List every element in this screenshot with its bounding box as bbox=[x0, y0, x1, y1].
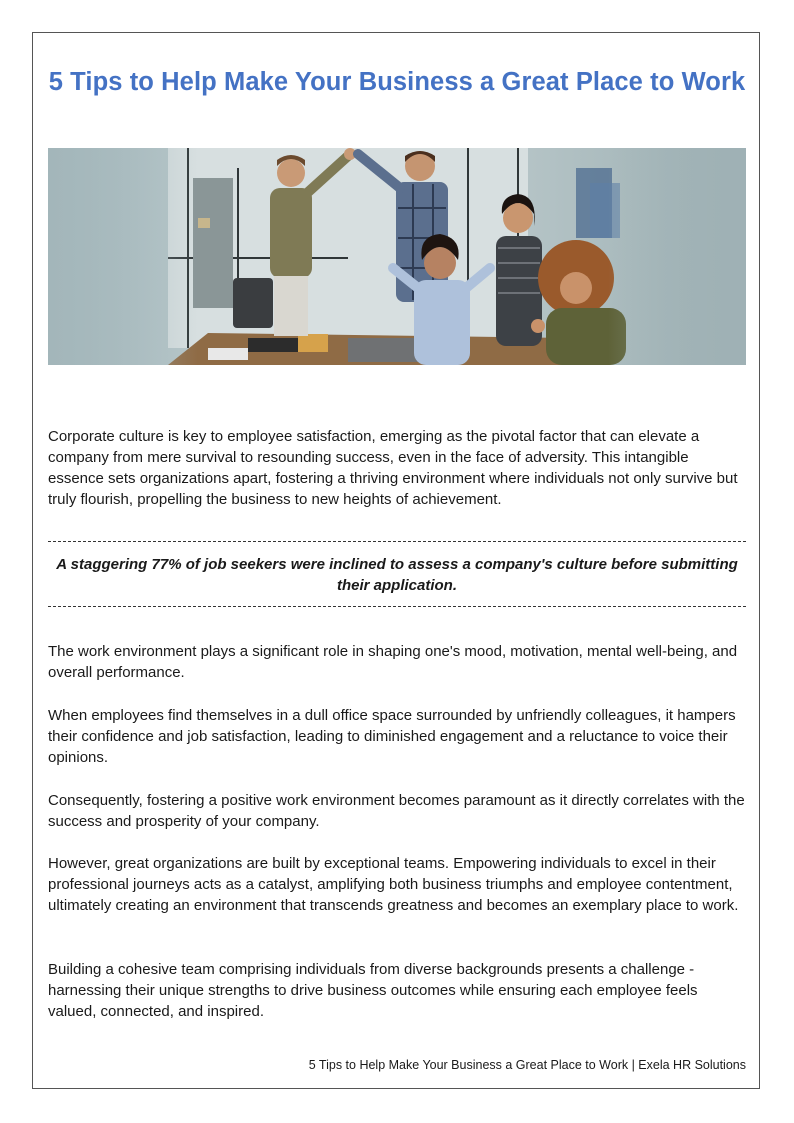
body-paragraph: The work environment plays a significant role in shaping one's mood, motivation, mental well-being, and overall performance. bbox=[48, 643, 738, 681]
body-paragraph: Consequently, fostering a positive work environment becomes paramount as it directly correlates with the success and prosperity of your company. bbox=[48, 792, 745, 830]
page-title: 5 Tips to Help Make Your Business a Great Place to Work bbox=[48, 68, 746, 96]
body-paragraph: Building a cohesive team comprising individuals from diverse backgrounds presents a challenge - harnessing their unique strengths to drive business outcomes while ensuring each employee feels valued, connected, and inspired. bbox=[48, 961, 698, 1020]
hero-image bbox=[48, 148, 746, 365]
page-footer: 5 Tips to Help Make Your Business a Great Place to Work | Exela HR Solutions bbox=[308, 1058, 746, 1072]
body-paragraph: When employees find themselves in a dull office space surrounded by unfriendly colleagues, it hampers their confidence and job satisfaction, leading to diminished engagement and a reluctance to voice their opinions. bbox=[48, 707, 736, 766]
office-team-celebration-illustration bbox=[48, 148, 746, 365]
dashed-divider-top bbox=[48, 541, 746, 542]
dashed-divider-bottom bbox=[48, 606, 746, 607]
statistic-callout: A staggering 77% of job seekers were inclined to assess a company's culture before submitting their application. bbox=[56, 556, 738, 594]
intro-paragraph: Corporate culture is key to employee satisfaction, emerging as the pivotal factor that can elevate a company from mere survival to resounding success, even in the face of adversity. This intangible essence sets organizations apart, fostering a thriving environment where individuals not only survive but truly flourish, propelling the business to new heights of achievement. bbox=[48, 428, 738, 508]
body-paragraph: However, great organizations are built by exceptional teams. Empowering individuals to excel in their professional journeys acts as a catalyst, amplifying both business triumphs and employee contentment, ultimately creating an environment that transcends greatness and becomes an exemplary place to work. bbox=[48, 855, 739, 914]
